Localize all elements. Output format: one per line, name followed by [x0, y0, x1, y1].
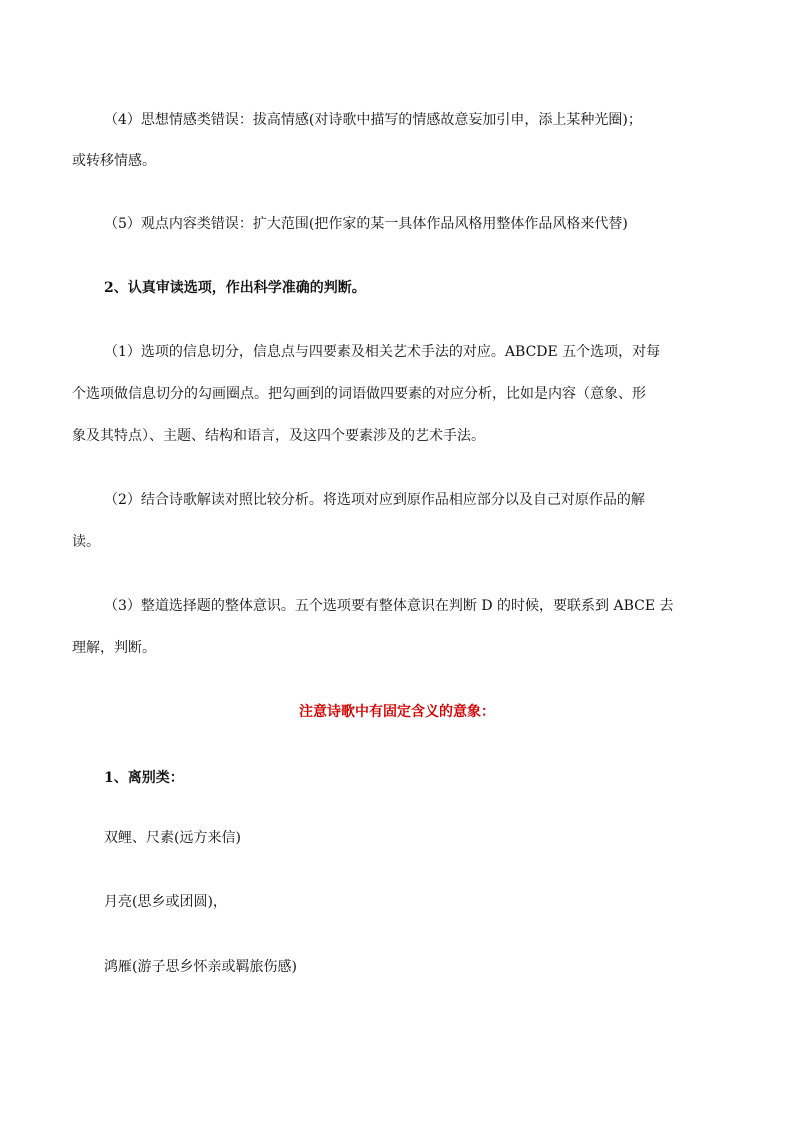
- judgement-point-3-line1: （3）整道选择题的整体意识。五个选项要有整体意识在判断 D 的时候，要联系到 ABCE 去: [104, 598, 674, 614]
- judgement-point-1-line1: （1）选项的信息切分，信息点与四要素及相关艺术手法的对应。ABCDE 五个选项，对每: [104, 344, 661, 360]
- judgement-point-2-line1: （2）结合诗歌解读对照比较分析。将选项对应到原作品相应部分以及自己对原作品的解: [104, 492, 645, 508]
- error-type-5: （5）观点内容类错误：扩大范围(把作家的某一具体作品风格用整体作品风格来代替): [104, 216, 628, 232]
- imagery-item: 双鲤、尺素(远方来信): [104, 830, 241, 846]
- judgement-point-3-line2: 理解，判断。: [72, 640, 156, 656]
- imagery-item: 月亮(思乡或团圆)，: [104, 894, 227, 910]
- judgement-heading: 2、认真审读选项，作出科学准确的判断。: [104, 280, 366, 296]
- error-type-4-line2: 或转移情感。: [72, 153, 156, 169]
- error-type-4-line1: （4）思想情感类错误：拔高情感(对诗歌中描写的情感故意妄加引申，添上某种光圈)；: [104, 112, 642, 128]
- imagery-category-heading: 1、离别类：: [104, 770, 184, 786]
- imagery-section-title: 注意诗歌中有固定含义的意象：: [299, 704, 495, 720]
- judgement-point-1-line2: 个选项做信息切分的勾画圈点。把勾画到的词语做四要素的对应分析，比如是内容（意象、形: [72, 386, 646, 402]
- judgement-point-2-line2: 读。: [72, 534, 100, 550]
- imagery-item: 鸿雁(游子思乡怀亲或羁旅伤感): [104, 959, 297, 975]
- judgement-point-1-line3: 象及其特点）、主题、结构和语言，及这四个要素涉及的艺术手法。: [72, 428, 485, 444]
